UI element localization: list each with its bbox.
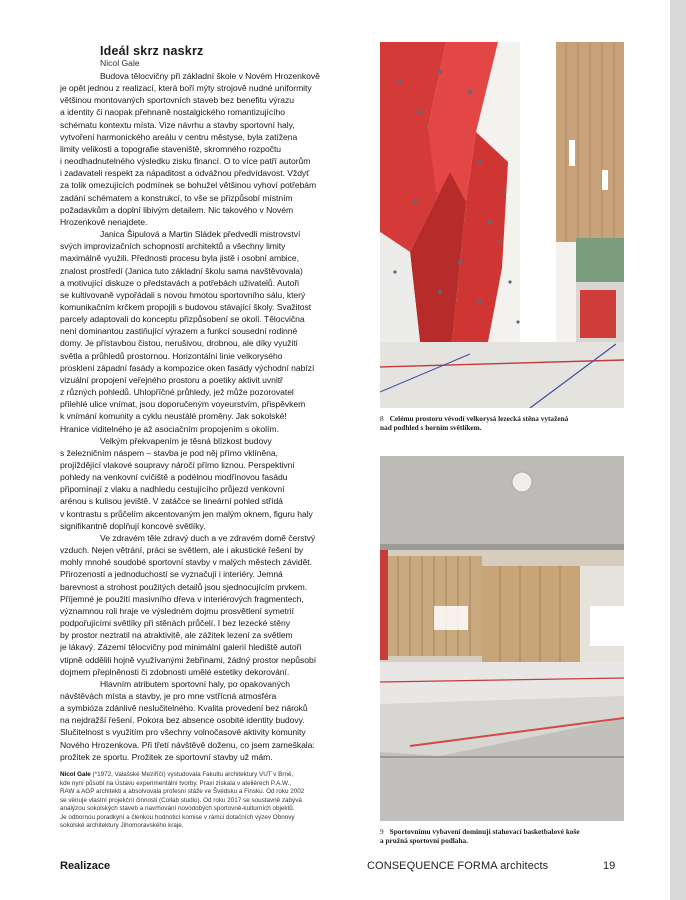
bio-line: (*1972, Valašské Meziříčí) vystudovala Fakultu architektury VUT v Brně, <box>90 771 294 778</box>
article-line: většinou montovaných sportovních staveb bez benefitu výrazu <box>60 95 294 106</box>
article-line: za tolik omezujících podmínek se bohužel většinou vyhoví potřebám <box>60 180 317 191</box>
article-paragraph <box>60 70 366 228</box>
article-line: svých improvizačních schopností architektů a všechny limity <box>60 241 286 252</box>
figure-9-number: 9 <box>380 827 384 836</box>
article-line: Hranice viditelného je až asociačním propojením s okolím. <box>60 423 279 434</box>
figure-9-caption <box>380 827 624 845</box>
bio-line: kde nyní působí na Ústavu experimentální tvorby. Praxi získala v ateliérech P.A.W., <box>60 779 292 787</box>
article-line: Přirozeností a jednoduchostí se vyznačují i interiéry. Jemná <box>60 569 283 580</box>
article-body <box>60 70 366 763</box>
article-author: Nicol Gale <box>100 58 140 68</box>
article-line: Budova tělocvičny při základní škole v Novém Hrozenkově <box>100 71 320 81</box>
bio-line: analýzou sokolských staveb a navrhování novodobých sportovně-kulturních objektů. <box>60 805 295 812</box>
article-line: i neodhadnutelného výsledku zisku financí. O to více patří autorům <box>60 156 311 167</box>
figure-8-caption-line-1: Celému prostoru vévodí velkorysá lezecká stěna vytažená <box>389 414 569 423</box>
article-line: na nejdražší řešení. Pokora bez absence osobité identity budovy. <box>60 715 305 726</box>
article-line: návštěvách místa a stavby, je pro mne vstřícná atmosféra <box>60 690 277 701</box>
article-line: prožitek ze sportu. Prožitek ze sportovní stavby už mám. <box>60 751 273 762</box>
article-line: vzduch. Nejen větrání, práci se světlem, ale i akustické řešení by <box>60 545 304 556</box>
article-paragraph <box>60 678 366 763</box>
article-line: vtipně oddělili hojně využívanými žebřinami, žádný prostor nepůsobí <box>60 654 317 665</box>
bio-text <box>60 771 304 829</box>
article-line: pohledy na venkovní cvičiště a podélnou modřínovou fasádu <box>60 472 288 483</box>
article-line: limity velikosti a topografie staveniště, skromného rozpočtu <box>60 143 282 154</box>
article-line: maximálně využili. Přednosti procesu byla jistě i osobní ambice, <box>60 253 299 264</box>
article-line: prosklení západní fasády a kompozice oken fasády východní nabízí <box>60 362 315 373</box>
article-line: barevnost a strohost použitých detailů jsou sjednocujícím prvkem. <box>60 581 308 592</box>
article-line: není dominantou zastiňující výrazem a funkcí sousední rodinné <box>60 326 298 337</box>
article-line: požadavkům a doplní libivým detailem. Nic takového v Novém <box>60 204 294 215</box>
article-paragraph <box>60 532 366 678</box>
bio-line: sokolské architektury Jihomoravského kraje. <box>60 822 184 829</box>
article-line: Nového Hrozenkova. Při třetí návštěvě doženu, co jsem zameškala: <box>60 739 315 750</box>
article-line: podpořujícími světlíky při stěnách průčelí. I bez lezecké stěny <box>60 618 290 629</box>
article-line: domy. Je přístavbou čistou, nerušivou, drobnou, ale díky využití <box>60 338 298 349</box>
article-title: Ideál skrz naskrz <box>100 44 204 58</box>
article-line: světla a průhledů prostornou. Horizontální linie velkorysého <box>60 350 283 361</box>
article-line: vizuální propojení veřejného prostoru a poetiky aktivit uvnitř <box>60 374 283 385</box>
article-line: komunikačním krčkem propojili s budovou stávající školy. Svažitost <box>60 301 312 312</box>
article-line: je lákavý. Zázemí tělocvičny pod minimální galerií hlediště autoři <box>60 642 302 653</box>
article-paragraph <box>60 228 366 435</box>
article-line: signifikantně doplňují koncové světlíky. <box>60 520 206 531</box>
photo-sports-hall <box>380 456 624 821</box>
article-line: Hlavním atributem sportovní haly, po opakovaných <box>100 678 290 689</box>
article-line: a identity či naopak přehnaně nostalgického romantizujícího <box>60 107 285 118</box>
article-line: se kultivovaně vypořádali s novou hmotou sportovního sálu, který <box>60 289 306 300</box>
article-line: připomínají z vlaku a nadhledu cestujícího průjezd venkovní <box>60 484 285 495</box>
article-line: přilehlé ulice vnímat, jsou doporučeným voyeurstvím, přispěvkem <box>60 399 306 410</box>
article-line: Janica Šipulová a Martin Sládek předvedli mistrovství <box>100 229 301 240</box>
bio-line: Je odbornou poradkyní a členkou hodnoticí komise v rámci dotačních výzev Obnovy <box>60 813 295 821</box>
article-line: s železničním náspem – stavba je pod něj přímo vklíněna, <box>60 447 278 458</box>
sports-hall-illustration <box>380 456 624 821</box>
article-line: je opět jednou z realizací, která boří mýty strojově nudné uniformity <box>60 83 312 94</box>
article-line: Velkým překvapením je těsná blízkost budovy <box>100 435 272 446</box>
bio-line: RAW a AGP architekti a absolvovala profesní stáže ve Švédsku a Finsku. Od roku 2002 <box>60 788 305 795</box>
article-line: dojmem přeplněnosti či zdobnosti umělé estetiky dekorování. <box>60 666 290 677</box>
article-line: Příjemné je použití masivního dřeva v interiérových fragmentech, <box>60 593 304 604</box>
article-line: i zadavateli respekt za nápaditost a odvážnou předvídavost. Vždyť <box>60 168 310 179</box>
article-line: Slučitelnost s využitím pro všechny volnočasové aktivity komunity <box>60 727 306 738</box>
article-line: Ve zdravém těle zdravý duch a ve zdravém domě čerstvý <box>100 532 316 543</box>
article-line: Hrozenkově nenajdete. <box>60 216 148 227</box>
author-bio <box>60 771 366 831</box>
article-line: z různých pohledů. Uhlopříčné průhledy, jež může pozorovatel <box>60 387 294 398</box>
article-line: by prostor neztratil na atraktivitě, ale zážitek lezení za světlem <box>60 630 293 641</box>
figure-9-caption-line-1: Sportovnímu vybavení dominují stahovací basketbalové koše <box>389 827 580 836</box>
footer-studio-name: CONSEQUENCE FORMA architects <box>367 860 549 872</box>
article-line: schématu kontextu místa. Vize návrhu a stavby sportovní haly, <box>60 119 295 130</box>
article-line: k vnímání komunity a cyklu neustálé proměny. Jak sokolské! <box>60 411 287 422</box>
article-line: znalost prostředí (Janica tuto základní školu sama navštěvovala) <box>60 265 303 276</box>
article-line: a symbióza zdánlivě neslučitelného. Kvalita provedení bez nároků <box>60 703 308 714</box>
article-line: mohly mnohé soudobé sportovní stavby v malých městech závidět. <box>60 557 312 568</box>
article-line: zadání schématem a konstrukcí, to vše se přizpůsobí místním <box>60 192 293 203</box>
article-line: projíždějící vlakové soupravy náročí přímo liznou. Perspektivní <box>60 460 295 470</box>
figure-8-caption <box>380 414 624 432</box>
article-line: parcely adaptovali do konceptu přizpůsobení se okolí. Tělocvična <box>60 314 305 325</box>
figure-9-caption-line-2: a pružná sportovní podlaha. <box>380 836 468 845</box>
bio-name: Nicol Gale <box>60 771 91 778</box>
bio-line: se věnuje vlastní projekční činnosti (Collab studio). Od roku 2017 se soustavně zabývá <box>60 796 302 804</box>
figure-8-caption-line-2: nad podhled s horním světlíkem. <box>380 423 482 432</box>
article-line: vytvoření harmonického areálu v centru městyse, byla zatížena <box>60 131 298 142</box>
article-line: v kontrastu s průčelím akcentovaným jen malým oknem, figuru haly <box>60 508 313 519</box>
photo-climbing-wall <box>380 42 624 408</box>
article-paragraph <box>60 435 366 532</box>
footer-section-label: Realizace <box>60 860 111 872</box>
figure-8-number: 8 <box>380 414 384 423</box>
article-line: a motivující diskuze o představách a potřebách uživatelů. Autoři <box>60 277 299 288</box>
article-line: významnou roli hraje ve výsledném dojmu prosvětlení symetrií <box>60 605 294 616</box>
article-line: arénou s kulisou jeviště. V zatáčce se lineární pohled střídá <box>60 496 283 507</box>
climbing-wall-illustration <box>380 42 624 408</box>
page-number: 19 <box>603 860 616 872</box>
